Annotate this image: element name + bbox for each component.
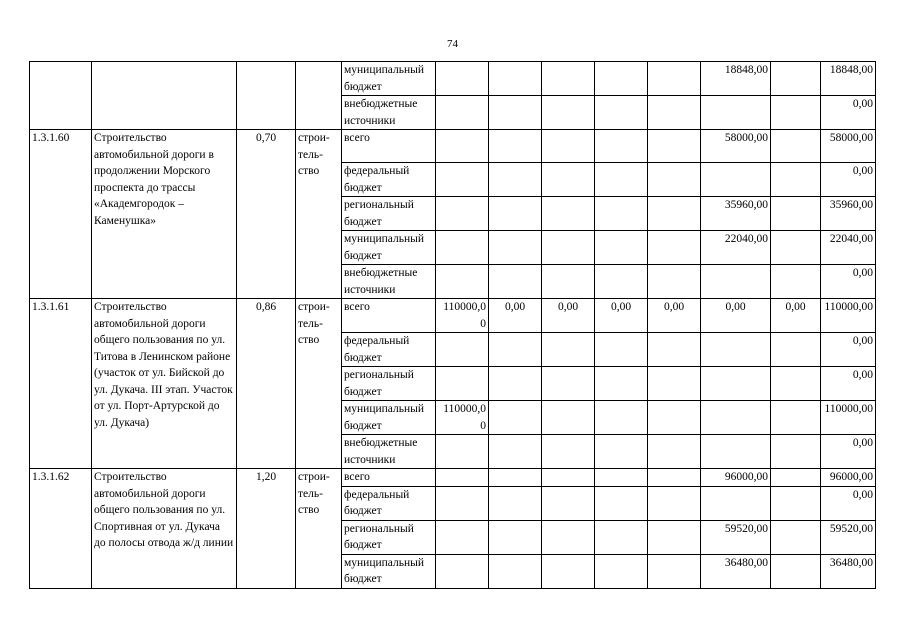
value-c2 — [489, 401, 542, 435]
funding-source: внебюджетные источники — [342, 96, 436, 130]
value-c6 — [701, 265, 771, 299]
value-c1 — [436, 62, 489, 96]
page-number: 74 — [447, 38, 458, 50]
funding-source: муниципальный бюджет — [342, 401, 436, 435]
value-c3 — [542, 486, 595, 520]
value-c6 — [701, 333, 771, 367]
funding-source: внебюджетные источники — [342, 435, 436, 469]
value-c1 — [436, 130, 489, 163]
value-c2 — [489, 486, 542, 520]
value-c7 — [771, 520, 821, 554]
value-c1 — [436, 197, 489, 231]
value-c6: 0,00 — [701, 299, 771, 333]
item-capacity: 0,86 — [237, 299, 296, 469]
value-c5 — [648, 96, 701, 130]
value-total: 36480,00 — [821, 554, 876, 588]
value-total: 110000,00 — [821, 299, 876, 333]
value-c1 — [436, 435, 489, 469]
value-c5 — [648, 130, 701, 163]
value-c7 — [771, 333, 821, 367]
value-c2 — [489, 197, 542, 231]
value-c3: 0,00 — [542, 299, 595, 333]
value-c4 — [595, 486, 648, 520]
value-c2 — [489, 367, 542, 401]
value-c4: 0,00 — [595, 299, 648, 333]
value-total: 0,00 — [821, 435, 876, 469]
value-total: 59520,00 — [821, 520, 876, 554]
value-c7 — [771, 265, 821, 299]
value-c5 — [648, 554, 701, 588]
funding-source: региональный бюджет — [342, 197, 436, 231]
value-total: 110000,00 — [821, 401, 876, 435]
value-c3 — [542, 367, 595, 401]
funding-source: федеральный бюджет — [342, 486, 436, 520]
item-capacity: 1,20 — [237, 469, 296, 589]
value-total: 0,00 — [821, 486, 876, 520]
value-c4 — [595, 367, 648, 401]
funding-source: муниципальный бюджет — [342, 554, 436, 588]
item-name: Строительство автомобильной дороги в продолжении Морского проспекта до трассы «Академгородок – Каменушка» — [92, 130, 237, 299]
value-c3 — [542, 265, 595, 299]
value-c5 — [648, 333, 701, 367]
value-c5 — [648, 520, 701, 554]
value-c5 — [648, 62, 701, 96]
value-c1 — [436, 333, 489, 367]
value-c5 — [648, 486, 701, 520]
value-c1: 110000,00 — [436, 401, 489, 435]
value-c4 — [595, 130, 648, 163]
value-c3 — [542, 130, 595, 163]
item-code: 1.3.1.62 — [30, 469, 92, 589]
budget-table — [29, 61, 876, 589]
item-name: Строительство автомобильной дороги общего пользования по ул. Титова в Ленинском районе (участок от ул. Бийской до ул. Дукача. III этап. Участок от ул. Порт-Артурской до ул. Дукача) — [92, 299, 237, 469]
item-type — [296, 62, 342, 130]
value-c5: 0,00 — [648, 299, 701, 333]
value-c7 — [771, 163, 821, 197]
value-c1 — [436, 520, 489, 554]
value-total: 22040,00 — [821, 231, 876, 265]
value-c7 — [771, 96, 821, 130]
value-c1 — [436, 163, 489, 197]
funding-source: внебюджетные источники — [342, 265, 436, 299]
value-c6: 36480,00 — [701, 554, 771, 588]
item-type: строи-тель-ство — [296, 130, 342, 299]
value-c2: 0,00 — [489, 299, 542, 333]
value-c3 — [542, 231, 595, 265]
value-c2 — [489, 130, 542, 163]
value-c1 — [436, 367, 489, 401]
value-c2 — [489, 554, 542, 588]
value-total: 18848,00 — [821, 62, 876, 96]
value-c4 — [595, 231, 648, 265]
value-c2 — [489, 435, 542, 469]
table-row — [30, 62, 876, 96]
value-c3 — [542, 554, 595, 588]
item-type: строи-тель-ство — [296, 299, 342, 469]
value-c7 — [771, 401, 821, 435]
value-c6 — [701, 96, 771, 130]
value-c3 — [542, 333, 595, 367]
value-c3 — [542, 469, 595, 487]
value-c7 — [771, 62, 821, 96]
item-capacity: 0,70 — [237, 130, 296, 299]
value-c1 — [436, 486, 489, 520]
value-c6: 58000,00 — [701, 130, 771, 163]
item-code — [30, 62, 92, 130]
value-c7 — [771, 197, 821, 231]
value-c7 — [771, 486, 821, 520]
value-c1: 110000,00 — [436, 299, 489, 333]
value-c5 — [648, 367, 701, 401]
value-c7 — [771, 554, 821, 588]
value-c2 — [489, 469, 542, 487]
item-name — [92, 62, 237, 130]
funding-source: всего — [342, 130, 436, 163]
value-c6 — [701, 163, 771, 197]
value-c4 — [595, 265, 648, 299]
value-total: 0,00 — [821, 367, 876, 401]
value-c1 — [436, 96, 489, 130]
value-c6 — [701, 435, 771, 469]
value-c7 — [771, 435, 821, 469]
value-c7: 0,00 — [771, 299, 821, 333]
value-c4 — [595, 163, 648, 197]
value-total: 0,00 — [821, 265, 876, 299]
value-c4 — [595, 401, 648, 435]
value-c7 — [771, 130, 821, 163]
value-total: 35960,00 — [821, 197, 876, 231]
value-c4 — [595, 435, 648, 469]
value-c5 — [648, 469, 701, 487]
value-c4 — [595, 62, 648, 96]
value-total: 0,00 — [821, 96, 876, 130]
value-c5 — [648, 265, 701, 299]
value-total: 0,00 — [821, 333, 876, 367]
funding-source: федеральный бюджет — [342, 163, 436, 197]
value-c4 — [595, 469, 648, 487]
value-c7 — [771, 469, 821, 487]
table-row — [30, 469, 876, 487]
funding-source: всего — [342, 299, 436, 333]
value-c1 — [436, 265, 489, 299]
value-c4 — [595, 554, 648, 588]
value-c3 — [542, 435, 595, 469]
value-c2 — [489, 265, 542, 299]
item-code: 1.3.1.61 — [30, 299, 92, 469]
item-code: 1.3.1.60 — [30, 130, 92, 299]
value-c6: 59520,00 — [701, 520, 771, 554]
item-name: Строительство автомобильной дороги общего пользования по ул. Спортивная от ул. Дукача до полосы отвода ж/д линии — [92, 469, 237, 589]
value-c3 — [542, 62, 595, 96]
value-c4 — [595, 96, 648, 130]
value-c7 — [771, 231, 821, 265]
value-c3 — [542, 197, 595, 231]
item-capacity — [237, 62, 296, 130]
value-c6 — [701, 401, 771, 435]
value-c6 — [701, 486, 771, 520]
funding-source: региональный бюджет — [342, 367, 436, 401]
value-c6: 35960,00 — [701, 197, 771, 231]
value-total: 58000,00 — [821, 130, 876, 163]
funding-source: муниципальный бюджет — [342, 62, 436, 96]
value-c2 — [489, 62, 542, 96]
table-row — [30, 130, 876, 163]
value-total: 0,00 — [821, 163, 876, 197]
table-row — [30, 299, 876, 333]
value-c1 — [436, 469, 489, 487]
value-c4 — [595, 197, 648, 231]
table-body — [30, 62, 876, 589]
value-c3 — [542, 520, 595, 554]
value-c4 — [595, 333, 648, 367]
value-c6 — [701, 367, 771, 401]
value-c2 — [489, 231, 542, 265]
value-c6: 22040,00 — [701, 231, 771, 265]
value-c2 — [489, 163, 542, 197]
value-c4 — [595, 520, 648, 554]
value-c5 — [648, 197, 701, 231]
value-c6: 96000,00 — [701, 469, 771, 487]
item-type: строи-тель-ство — [296, 469, 342, 589]
funding-source: всего — [342, 469, 436, 487]
value-c5 — [648, 231, 701, 265]
value-c1 — [436, 231, 489, 265]
value-c1 — [436, 554, 489, 588]
value-total: 96000,00 — [821, 469, 876, 487]
value-c3 — [542, 163, 595, 197]
funding-source: региональный бюджет — [342, 520, 436, 554]
value-c5 — [648, 435, 701, 469]
value-c6: 18848,00 — [701, 62, 771, 96]
value-c3 — [542, 401, 595, 435]
value-c7 — [771, 367, 821, 401]
value-c2 — [489, 333, 542, 367]
value-c5 — [648, 163, 701, 197]
value-c2 — [489, 520, 542, 554]
value-c3 — [542, 96, 595, 130]
funding-source: муниципальный бюджет — [342, 231, 436, 265]
value-c5 — [648, 401, 701, 435]
funding-source: федеральный бюджет — [342, 333, 436, 367]
value-c2 — [489, 96, 542, 130]
